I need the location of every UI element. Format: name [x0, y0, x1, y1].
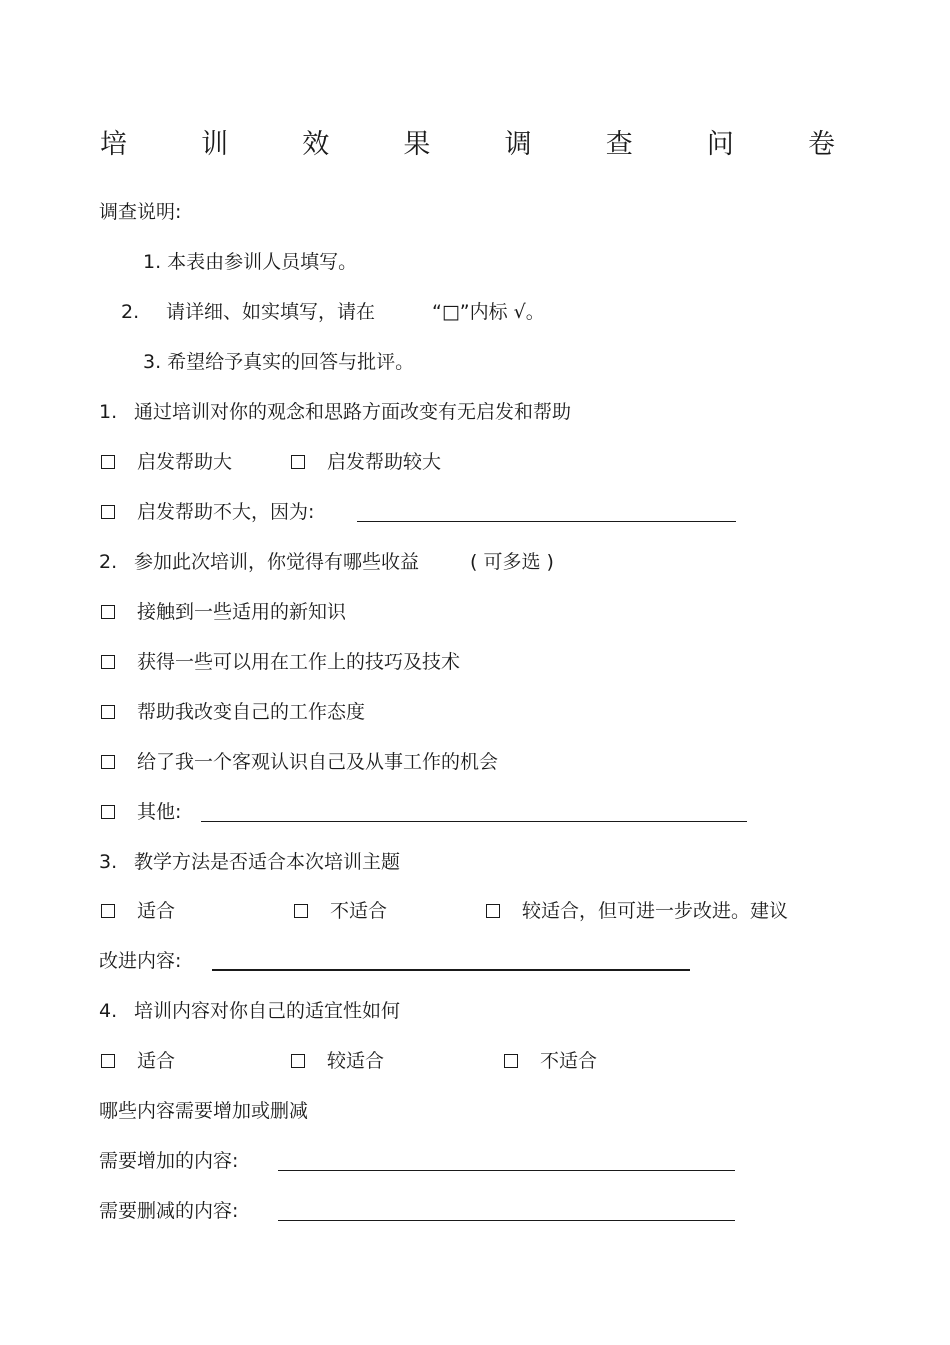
q1-option-1[interactable]	[101, 449, 232, 475]
option-label: 启发帮助大	[137, 451, 233, 473]
option-label: 较适合，但可进一步改进。建议	[522, 900, 789, 922]
q3-number: 3.	[99, 851, 118, 873]
intro-item-2-mark: “□”内标 √。	[432, 301, 545, 323]
option-label: 其他:	[137, 801, 182, 823]
option-label: 较适合	[327, 1050, 385, 1072]
checkbox[interactable]	[101, 605, 115, 619]
q2-option-4[interactable]	[101, 749, 498, 775]
checkbox[interactable]	[101, 655, 115, 669]
q2-other-blank[interactable]	[201, 821, 747, 822]
checkbox[interactable]	[504, 1054, 518, 1068]
q4-text: 培训内容对你自己的适宜性如何	[134, 1000, 401, 1022]
option-label: 不适合	[540, 1050, 598, 1072]
checkbox[interactable]	[291, 455, 305, 469]
page-title	[100, 128, 835, 162]
intro-item-1: 1. 本表由参训人员填写。	[143, 251, 358, 273]
option-label: 适合	[137, 900, 176, 922]
q3-option-2[interactable]	[294, 898, 387, 924]
q1-number: 1.	[99, 401, 118, 423]
q4-adjust-heading: 哪些内容需要增加或删减	[99, 1100, 309, 1122]
q4-remove-label: 需要删减的内容:	[99, 1200, 239, 1222]
option-label: 不适合	[330, 900, 388, 922]
q1-option-3[interactable]	[101, 499, 314, 525]
q4-add-label: 需要增加的内容:	[99, 1150, 239, 1172]
option-label: 接触到一些适用的新知识	[137, 601, 347, 623]
title-char: 问	[706, 129, 734, 160]
intro-heading: 调查说明:	[99, 201, 182, 223]
checkbox[interactable]	[101, 705, 115, 719]
checkbox[interactable]	[101, 904, 115, 918]
intro-item-2-text: 请详细、如实填写，请在	[166, 301, 376, 323]
title-char: 训	[201, 129, 229, 160]
option-label: 启发帮助不大，因为:	[137, 501, 315, 523]
checkbox[interactable]	[101, 755, 115, 769]
q4-add-blank[interactable]	[278, 1170, 735, 1171]
checkbox[interactable]	[294, 904, 308, 918]
title-char: 培	[100, 129, 127, 160]
checkbox[interactable]	[101, 805, 115, 819]
checkbox[interactable]	[486, 904, 500, 918]
q4-option-2[interactable]	[291, 1048, 384, 1074]
checkbox[interactable]	[101, 1054, 115, 1068]
checkbox[interactable]	[101, 505, 115, 519]
q4-number: 4.	[99, 1000, 118, 1022]
q3-suggest-blank[interactable]	[212, 969, 690, 971]
intro-item-2-number: 2.	[121, 301, 140, 323]
intro-item-3: 3. 希望给予真实的回答与批评。	[143, 351, 415, 373]
option-label: 给了我一个客观认识自己及从事工作的机会	[137, 751, 499, 773]
q4-remove-blank[interactable]	[278, 1220, 735, 1221]
q2-text: 参加此次培训，你觉得有哪些收益	[134, 551, 420, 573]
q3-option-3[interactable]	[486, 898, 788, 924]
q2-note: ( 可多选 )	[470, 551, 554, 573]
q3-text: 教学方法是否适合本次培训主题	[134, 851, 401, 873]
title-char: 果	[403, 129, 431, 160]
q1-option-2[interactable]	[291, 449, 441, 475]
title-char: 查	[605, 129, 633, 160]
option-label: 适合	[137, 1050, 176, 1072]
q1-reason-blank[interactable]	[357, 521, 736, 522]
q1-text: 通过培训对你的观念和思路方面改变有无启发和帮助	[134, 401, 572, 423]
q2-option-5[interactable]	[101, 799, 181, 825]
q4-option-1[interactable]	[101, 1048, 175, 1074]
q2-number: 2.	[99, 551, 118, 573]
option-label: 获得一些可以用在工作上的技巧及技术	[137, 651, 461, 673]
option-label: 启发帮助较大	[327, 451, 442, 473]
title-char: 效	[302, 129, 330, 160]
title-char: 调	[504, 129, 532, 160]
option-label: 帮助我改变自己的工作态度	[137, 701, 366, 723]
q2-option-1[interactable]	[101, 599, 346, 625]
q4-option-3[interactable]	[504, 1048, 597, 1074]
q3-suggest-label: 改进内容:	[99, 950, 182, 972]
q2-option-3[interactable]	[101, 699, 365, 725]
title-char: 卷	[807, 129, 835, 160]
q3-option-1[interactable]	[101, 898, 175, 924]
checkbox[interactable]	[101, 455, 115, 469]
q2-option-2[interactable]	[101, 649, 460, 675]
checkbox[interactable]	[291, 1054, 305, 1068]
